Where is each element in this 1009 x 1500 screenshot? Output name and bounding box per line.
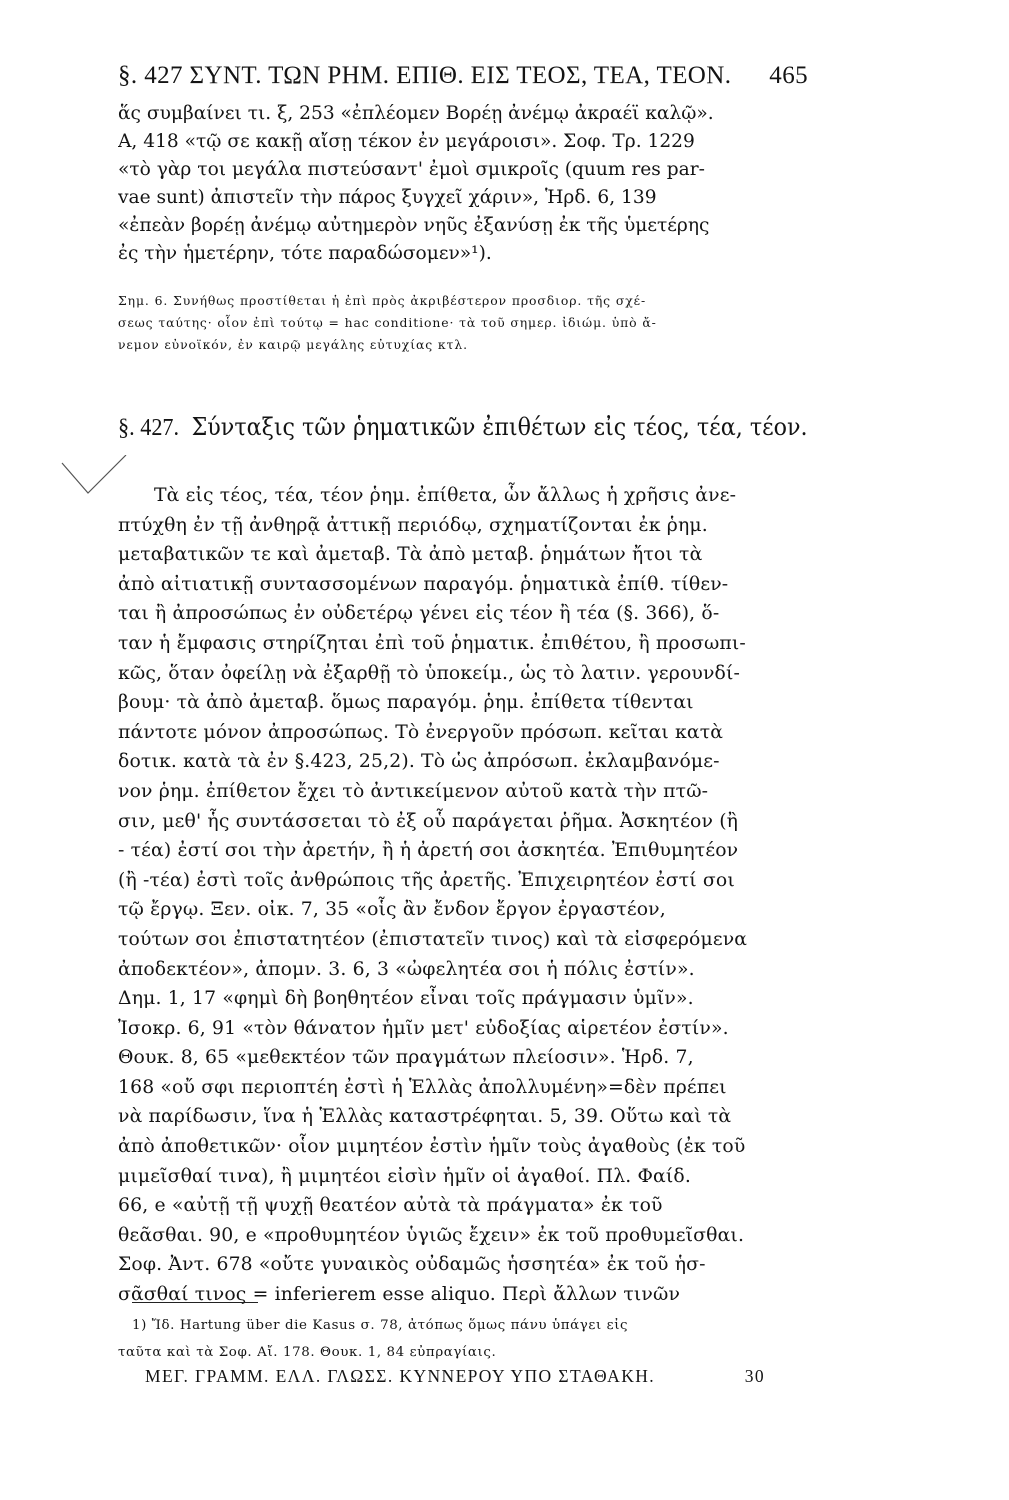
body-line: Δημ. 1, 17 «φημὶ δὴ βοηθητέον εἶναι τοῖς πράγμασιν ὑμῖν». — [118, 988, 694, 1010]
body-line: Ἰσοκρ. 6, 91 «τὸν θάνατον ἡμῖν μετ' εὐδοξίας αἱρετέον ἐστίν». — [118, 1017, 729, 1039]
body-line: 66, e «αὐτῇ τῇ ψυχῇ θεατέον αὐτὰ τὰ πράγματα» ἐκ τοῦ — [118, 1195, 663, 1217]
text-line: «τὸ γὰρ τοι μεγάλα πιστεύσαντ' ἐμοὶ σμικροῖς (quum res par- — [118, 159, 705, 180]
body-line: ἀπὸ αἰτιατικῇ συντασσομένων παραγόμ. ῥηματικὰ ἐπίθ. τίθεν- — [118, 573, 729, 595]
body-line: δοτικ. κατὰ τὰ ἐν §.423, 25,2). Τὸ ὡς ἀπρόσωπ. ἐκλαμβανόμε- — [118, 751, 720, 773]
body-line: τῷ ἔργῳ. Ξεν. οἰκ. 7, 35 «οἷς ἂν ἔνδον ἔργον ἐργαστέον, — [118, 899, 666, 921]
body-line: 168 «οὔ σφι περιοπτέη ἐστὶ ἡ Ἑλλὰς ἀπολλυμένη»=δὲν πρέπει — [118, 1076, 727, 1098]
section-heading — [118, 412, 808, 442]
text-line: vae sunt) ἀπιστεῖν τὴν πάρος ξυγχεῖ χάριν», Ἡρδ. 6, 139 — [118, 187, 657, 208]
body-line: πτύχθη ἐν τῇ ἀνθηρᾷ ἀττικῇ περιόδῳ, σχηματίζονται ἐκ ῥημ. — [118, 514, 708, 536]
text-line: «ἐπεὰν βορέῃ ἀνέμῳ αὐτημερὸν νηῦς ἐξανύσῃ ἐκ τῆς ὑμετέρης — [118, 215, 710, 236]
body-line: νὰ παρίδωσιν, ἵνα ἡ Ἑλλὰς καταστρέφηται. 5, 39. Οὕτω καὶ τὰ — [118, 1106, 732, 1128]
body-line: κῶς, ὅταν ὀφείλῃ νὰ ἐξαρθῇ τὸ ὑποκείμ., ὡς τὸ λατιν. γερουνδί- — [118, 662, 741, 684]
page-number: 465 — [769, 62, 808, 89]
body-line: ἀπὸ ἀποθετικῶν· οἷον μιμητέον ἐστὶν ἡμῖν τοὺς ἀγαθοὺς (ἐκ τοῦ — [118, 1136, 746, 1158]
body-line: ἀποδεκτέον», ἀπομν. 3. 6, 3 «ὠφελητέα σοι ἡ πόλις ἐστίν». — [118, 958, 695, 980]
body-line: σιν, μεθ' ἧς συντάσσεται τὸ ἐξ οὗ παράγεται ῥῆμα. Ἀσκητέον (ἢ — [118, 810, 739, 832]
sheet-number: 30 — [744, 1366, 765, 1386]
text-line: Α, 418 «τῷ σε κακῇ αἴσῃ τέκον ἐν μεγάροισι». Σοφ. Τρ. 1229 — [118, 131, 695, 152]
body-line: πάντοτε μόνον ἀπροσώπως. Τὸ ἐνεργοῦν πρόσωπ. κεῖται κατὰ — [118, 721, 724, 743]
running-head-title: §. 427 ΣΥΝΤ. ΤΩΝ ΡΗΜ. ΕΠΙΘ. ΕΙΣ ΤΕΟΣ, ΤΕΑ, ΤΕΟΝ. — [118, 62, 732, 89]
quote-block — [118, 100, 808, 268]
note-line: νεμον εὐνοϊκόν, ἐν καιρῷ μεγάλης εὐτυχίας κτλ. — [118, 337, 468, 352]
body-line: Τὰ εἰς τέος, τέα, τέον ῥημ. ἐπίθετα, ὧν ἄλλως ἡ χρῆσις ἀνε- — [154, 485, 737, 506]
body-line: σᾶσθαί τινος = inferierem esse aliquo. Περὶ ἄλλων τινῶν — [118, 1284, 681, 1306]
signature-line — [145, 1366, 765, 1387]
text-line: ἐς τὴν ἡμετέρην, τότε παραδώσομεν»¹). — [118, 243, 492, 264]
body-line: - τέα) ἐστί σοι τὴν ἀρετήν, ἢ ἡ ἀρετή σοι ἀσκητέα. Ἐπιθυμητέον — [118, 840, 739, 862]
body-line: τούτων σοι ἐπιστατητέον (ἐπιστατεῖν τινος) καὶ τὰ εἰσφερόμενα — [118, 928, 748, 950]
note-line: σεως ταύτης· οἷον ἐπὶ τούτῳ = hac conditione· τὰ τοῦ σημερ. ἰδιώμ. ὑπὸ ἄ- — [118, 315, 657, 330]
signature-text: ΜΕΓ. ΓΡΑΜΜ. ΕΛΛ. ΓΛΩΣΣ. ΚΥΝΝΕΡΟΥ ΥΠΟ ΣΤΑΘΑΚΗ. — [145, 1366, 656, 1386]
note-block — [118, 290, 808, 356]
body-line: θεᾶσθαι. 90, e «προθυμητέον ὑγιῶς ἔχειν» ἐκ τοῦ προθυμεῖσθαι. — [118, 1224, 745, 1246]
body-line: βουμ· τὰ ἀπὸ ἀμεταβ. ὅμως παραγόμ. ῥημ. ἐπίθετα τίθενται — [118, 692, 694, 714]
body-line: νον ῥημ. ἐπίθετον ἔχει τὸ ἀντικείμενον αὐτοῦ κατὰ τὴν πτῶ- — [118, 780, 709, 802]
footnote-line: 1) Ἴδ. Hartung über die Kasus σ. 78, ἀτόπως ὅμως πάνυ ὑπάγει εἰς — [132, 1318, 629, 1333]
footnote-block — [118, 1312, 808, 1366]
body-line: μιμεῖσθαί τινα), ἢ μιμητέοι εἰσὶν ἡμῖν οἱ ἀγαθοί. Πλ. Φαίδ. — [118, 1165, 691, 1187]
running-head — [118, 62, 808, 90]
text-line: ἅς συμβαίνει τι. ξ, 253 «ἐπλέομεν Βορέῃ ἀνέμῳ ἀκραέϊ καλῷ». — [118, 103, 714, 124]
body-line: Θουκ. 8, 65 «μεθεκτέον τῶν πραγμάτων πλείοσιν». Ἡρδ. 7, — [118, 1047, 694, 1069]
body-text — [118, 481, 808, 1310]
footnote-line: ταῦτα καὶ τὰ Σοφ. Αἴ. 178. Θουκ. 1, 84 εὐπραγίαις. — [118, 1345, 497, 1360]
section-title: Σύνταξις τῶν ῥηματικῶν ἐπιθέτων εἰς τέος, τέα, τέον. — [191, 412, 808, 441]
footnote-divider — [132, 1302, 258, 1303]
section-number: §. 427. — [118, 414, 180, 441]
note-line: Σημ. 6. Συνήθως προστίθεται ἡ ἐπὶ πρὸς ἀκριβέστερον προσδιορ. τῆς σχέ- — [118, 293, 647, 308]
body-line: Σοφ. Ἀντ. 678 «οὔτε γυναικὸς οὐδαμῶς ἡσσητέα» ἐκ τοῦ ἡσ- — [118, 1254, 706, 1276]
body-line: (ἢ -τέα) ἐστὶ τοῖς ἀνθρώποις τῆς ἀρετῆς. Ἐπιχειρητέον ἐστί σοι — [118, 869, 735, 891]
body-line: μεταβατικῶν τε καὶ ἀμεταβ. Τὰ ἀπὸ μεταβ. ῥημάτων ἤτοι τὰ — [118, 544, 703, 566]
body-line: ταν ἡ ἔμφασις στηρίζηται ἐπὶ τοῦ ῥηματικ. ἐπιθέτου, ἢ προσωπι- — [118, 632, 746, 654]
body-line: ται ἢ ἀπροσώπως ἐν οὐδετέρῳ γένει εἰς τέον ἢ τέα (§. 366), ὅ- — [118, 603, 720, 625]
